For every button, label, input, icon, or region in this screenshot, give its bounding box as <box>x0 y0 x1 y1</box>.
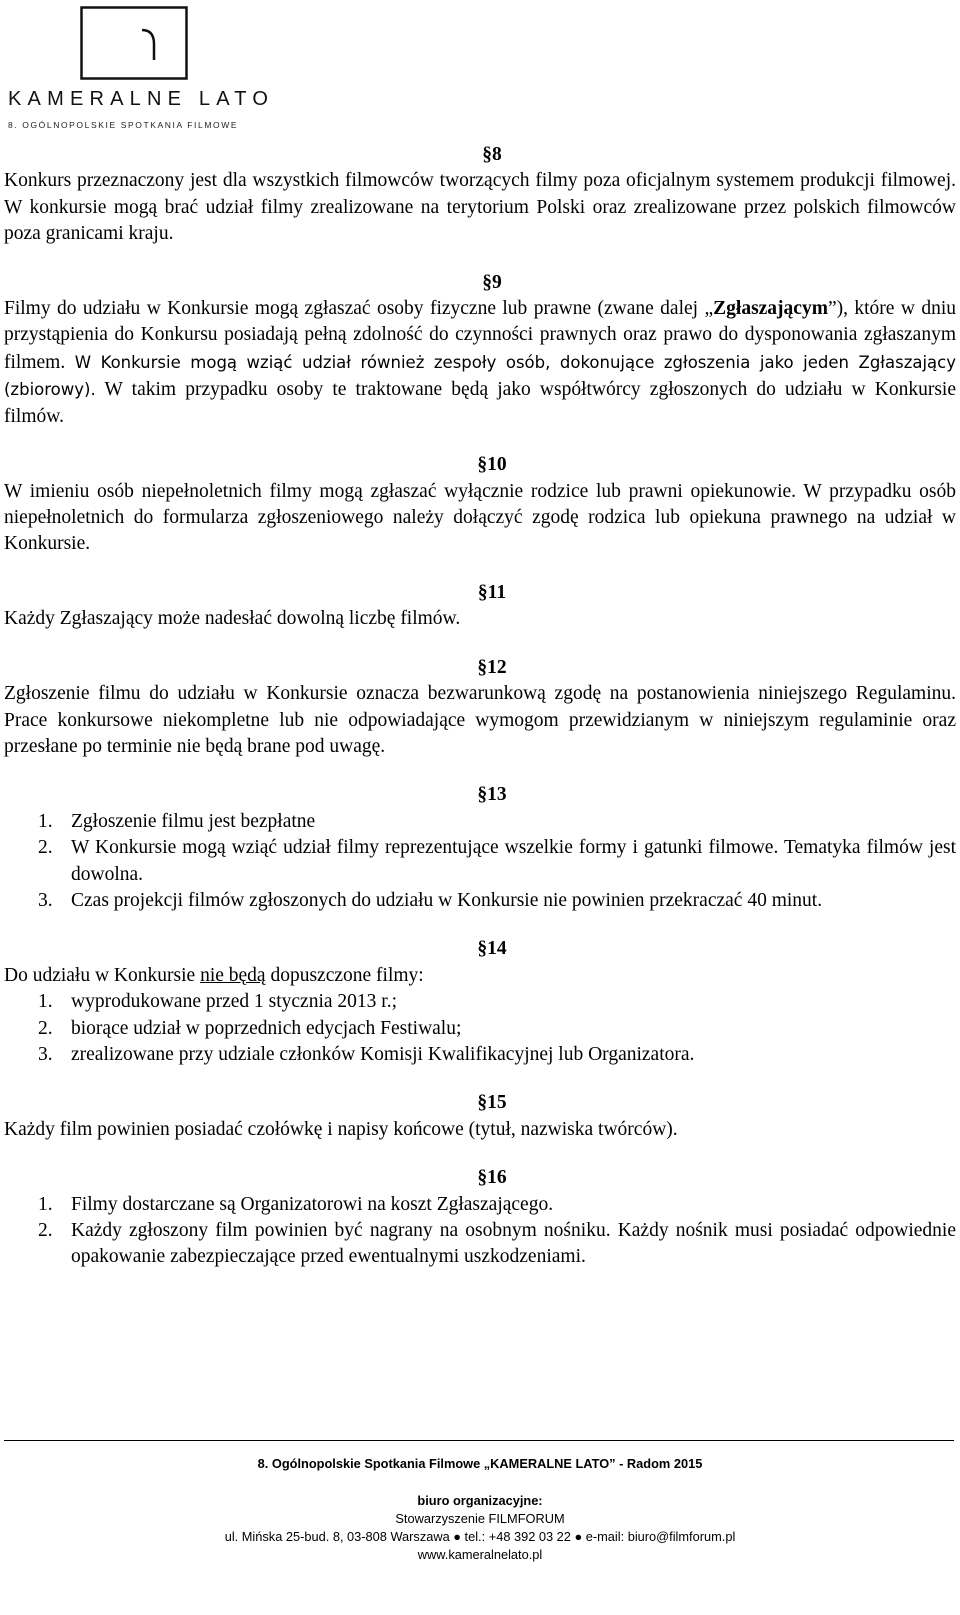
list-item-number: 1. <box>38 810 53 832</box>
section-12-text: Zgłoszenie filmu do udziału w Konkursie oznacza bezwarunkową zgodę na postanowienia niniejszego Regulaminu. Prace konkursowe niekompletne lub nie odpowiadające wymogom przewidzianym w niniejszym regulaminie oraz przesłane po terminie nie będą brane pod uwagę. <box>4 683 956 757</box>
list-item-number: 2. <box>38 1220 53 1241</box>
list-item-number: 3. <box>38 1043 53 1065</box>
list-item <box>4 809 956 835</box>
section-14-intro-a: Do udziału w Konkursie <box>4 964 201 986</box>
section-9-text-a: Filmy do udziału w Konkursie mogą zgłaszać osoby fizyczne lub prawne (zwane dalej „ <box>4 298 714 320</box>
section-15-heading: §15 <box>477 1092 507 1114</box>
section-16-list <box>4 1192 956 1271</box>
logo-subtitle: 8. OGÓLNOPOLSKIE SPOTKANIA FILMOWE <box>8 120 239 130</box>
section-9-text-b: ”), które w dniu przystąpienia do Konkursu posiadają pełną zdolność do czynności prawnych oraz prawo do dysponowania zgłaszanym filmem. <box>4 298 956 373</box>
section-13-heading: §13 <box>477 784 507 806</box>
section-11-heading: §11 <box>477 581 507 603</box>
regulations-body <box>4 142 956 1271</box>
list-item <box>4 835 956 888</box>
list-item-number: 2. <box>38 837 53 859</box>
section-10-heading: §10 <box>477 454 507 476</box>
section-9-text <box>4 296 956 430</box>
list-item-text: Każdy zgłoszony film powinien być nagrany na osobnym nośniku. Każdy nośnik musi posiadać odpowiednie opakowanie zabezpieczające przed ewentualnymi uszkodzeniami. <box>71 1220 956 1268</box>
section-14-list <box>4 989 956 1068</box>
section-14-intro <box>4 963 956 989</box>
footer-event: 8. Ogólnopolskie Spotkania Filmowe „KAMERALNE LATO” - Radom 2015 <box>257 1456 703 1471</box>
list-item-text: W Konkursie mogą wziąć udział filmy reprezentujące wszelkie formy i gatunki filmowe. Tematyka filmów jest dowolna. <box>71 837 956 885</box>
list-item <box>4 888 956 914</box>
section-8-text: Konkurs przeznaczony jest dla wszystkich filmowców tworzących filmy poza oficjalnym systemem produkcji filmowej. W konkursie mogą brać udział filmy zrealizowane na terytorium Polski oraz zrealizowane przez polskich filmowców poza granicami kraju. <box>4 170 956 245</box>
footer-divider <box>4 1440 954 1441</box>
list-item-text: zrealizowane przy udziale członków Komisji Kwalifikacyjnej lub Organizatora. <box>71 1043 695 1065</box>
section-12-heading: §12 <box>477 656 507 678</box>
list-item-text: Zgłoszenie filmu jest bezpłatne <box>71 810 316 832</box>
section-14-intro-underline: nie będą <box>200 964 266 986</box>
list-item-text: wyprodukowane przed 1 stycznia 2013 r.; <box>71 991 397 1013</box>
list-item-text: Czas projekcji filmów zgłoszonych do udziału w Konkursie nie powinien przekraczać 40 minut. <box>71 889 823 911</box>
section-10-text: W imieniu osób niepełnoletnich filmy mogą zgłaszać wyłącznie rodzice lub prawni opiekunowie. W przypadku osób niepełnoletnich do formularza zgłoszeniowego należy dołączyć zgodę rodzica lub opiekuna prawnego na udział w Konkursie. <box>4 480 956 555</box>
logo <box>8 4 278 129</box>
section-9-text-d: W takim przypadku osoby te traktowane będą jako współtwórcy zgłoszonych do udziału w Konkursie filmów. <box>4 379 956 427</box>
section-13-list <box>4 809 956 915</box>
section-11-text: Każdy Zgłaszający może nadesłać dowolną liczbę filmów. <box>4 608 461 630</box>
section-15-text: Każdy film powinien posiadać czołówkę i napisy końcowe (tytuł, nazwiska twórców). <box>4 1118 678 1140</box>
footer-organization: Stowarzyszenie FILMFORUM <box>395 1511 565 1526</box>
list-item-number: 1. <box>38 1193 53 1215</box>
footer-address: ul. Mińska 25-bud. 8, 03-808 Warszawa ● tel.: +48 392 03 22 ● e-mail: biuro@filmforum.pl <box>224 1529 736 1544</box>
term-zglaszajacy: Zgłaszającym <box>713 298 828 320</box>
section-9-heading: §9 <box>482 271 502 293</box>
section-9-text-c: W Konkursie mogą wziąć udział również zespoły osób, dokonujące zgłoszenia jako jeden Zgłaszający (zbiorowy). <box>4 352 956 400</box>
section-8-heading: §8 <box>482 144 502 165</box>
list-item-number: 1. <box>38 991 53 1013</box>
section-14-intro-b: dopuszczone filmy: <box>265 964 424 986</box>
list-item <box>4 1218 956 1271</box>
section-14-heading: §14 <box>477 938 507 960</box>
list-item-text: Filmy dostarczane są Organizatorowi na koszt Zgłaszającego. <box>71 1193 554 1215</box>
list-item-number: 3. <box>38 889 53 911</box>
list-item <box>4 989 956 1015</box>
list-item-number: 2. <box>38 1017 53 1039</box>
list-item-text: biorące udział w poprzednich edycjach Festiwalu; <box>71 1017 462 1039</box>
list-item <box>4 1016 956 1042</box>
section-16-heading: §16 <box>477 1167 507 1189</box>
list-item <box>4 1042 956 1068</box>
footer-website-link[interactable]: www.kameralnelato.pl <box>417 1547 543 1562</box>
footer-office-label: biuro organizacyjne: <box>417 1493 543 1508</box>
logo-mark-icon <box>80 6 188 80</box>
list-item <box>4 1192 956 1218</box>
logo-name: KAMERALNE LATO <box>8 88 275 110</box>
